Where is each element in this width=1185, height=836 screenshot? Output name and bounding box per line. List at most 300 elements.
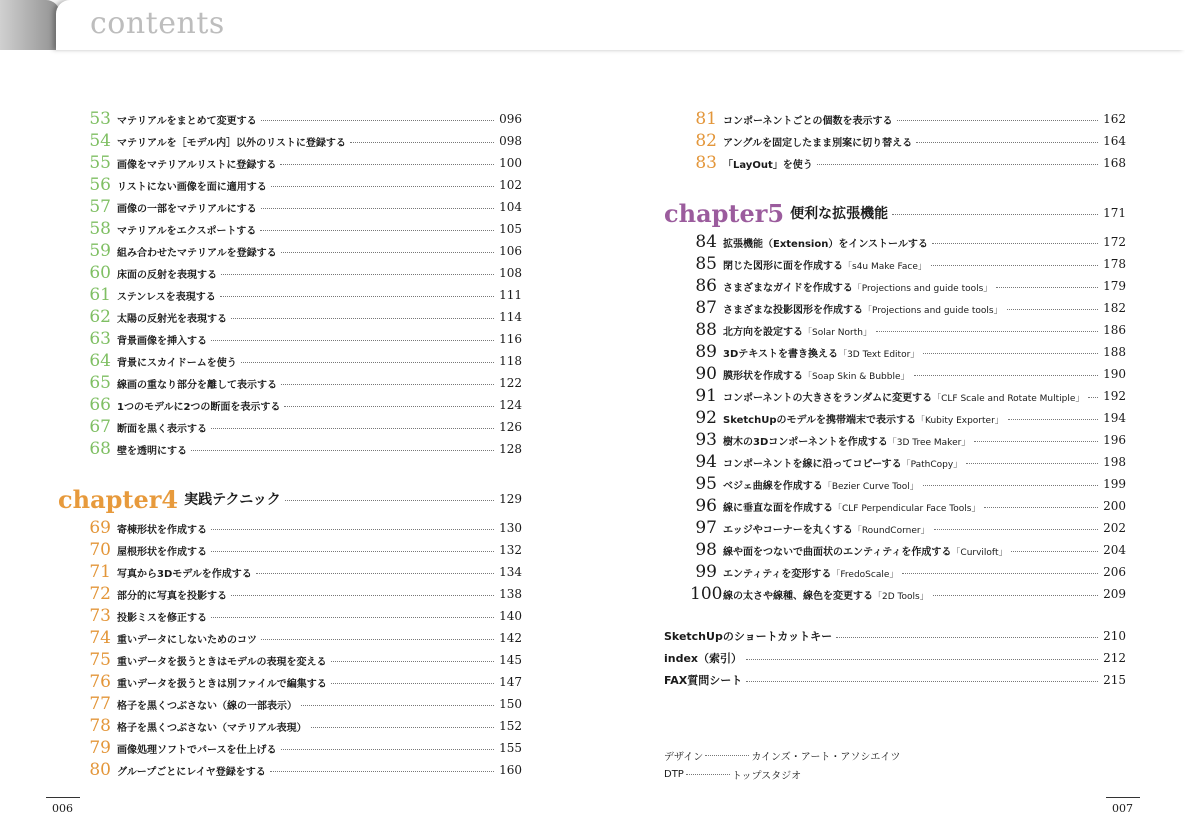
entry-plugin-name: 「3D Tree Maker」 <box>887 437 971 448</box>
toc-entry[interactable] <box>84 394 522 416</box>
entry-title <box>117 266 217 281</box>
entry-title-text: ステンレスを表現する <box>117 291 216 303</box>
entry-page-number: 105 <box>499 222 522 236</box>
leader-dots <box>350 142 494 143</box>
toc-entry[interactable] <box>690 130 1126 152</box>
entry-title-text: コンポーネントを線に沿ってコピーする <box>723 458 902 470</box>
toc-entry[interactable] <box>84 196 522 218</box>
entry-number: 79 <box>89 738 111 758</box>
entry-plugin-name: 「Projections and guide tools」 <box>852 283 993 294</box>
chapter4-title: 実践テクニック <box>184 492 281 508</box>
leader-dots <box>923 353 1098 354</box>
entry-number: 71 <box>89 562 111 582</box>
entry-number: 95 <box>695 474 717 494</box>
entry-title-text: 投影ミスを修正する <box>117 612 207 624</box>
entry-number: 65 <box>89 373 111 393</box>
entry-title <box>723 323 872 338</box>
entry-title <box>723 499 980 514</box>
entry-page-number: 155 <box>499 741 522 755</box>
entry-number: 98 <box>695 540 717 560</box>
appendix-title: SketchUpのショートカットキー <box>664 630 833 643</box>
entry-title <box>723 235 928 250</box>
entry-title-text: 3Dテキストを書き換える <box>723 348 839 360</box>
toc-entry[interactable] <box>690 108 1126 130</box>
entry-title <box>117 442 187 457</box>
entry-title <box>723 433 970 448</box>
toc-entry[interactable] <box>84 262 522 284</box>
entry-page-number: 194 <box>1103 411 1126 425</box>
leader-dots <box>285 500 494 501</box>
toc-entry[interactable] <box>84 152 522 174</box>
entry-title <box>723 389 1084 404</box>
entry-title-text: SketchUpのモデルを携帯端末で表示する <box>723 414 916 426</box>
leader-dots <box>746 659 1098 660</box>
page-rule-right <box>1106 797 1140 798</box>
entry-number: 78 <box>89 716 111 736</box>
appendix-page-number: 212 <box>1103 651 1126 665</box>
entry-number: 69 <box>89 518 111 538</box>
toc-entry[interactable] <box>690 385 1126 407</box>
entry-title-text: 画像をマテリアルリストに登録する <box>117 159 277 171</box>
header-tab-decoration <box>0 0 60 50</box>
leader-dots <box>331 683 494 684</box>
entry-plugin-name: 「RoundCorner」 <box>852 525 930 536</box>
entry-title-text: 断面を黒く表示する <box>117 423 207 435</box>
toc-entry[interactable] <box>84 561 522 583</box>
entry-number: 81 <box>695 109 717 129</box>
leader-dots <box>211 428 494 429</box>
leader-dots <box>1011 551 1098 552</box>
entry-number: 56 <box>89 175 111 195</box>
toc-entry[interactable] <box>84 737 522 759</box>
entry-plugin-name: 「3D Text Editor」 <box>838 349 920 360</box>
toc-entry[interactable] <box>690 473 1126 495</box>
leader-dots <box>261 120 494 121</box>
toc-entry[interactable] <box>690 319 1126 341</box>
leader-dots <box>331 661 495 662</box>
entry-title <box>117 244 277 259</box>
entry-page-number: 128 <box>499 442 522 456</box>
entry-page-number: 147 <box>499 675 522 689</box>
entry-title-text: 太陽の反射光を表現する <box>117 313 227 325</box>
entry-title-text: 屋根形状を作成する <box>117 546 207 558</box>
entry-title-text: 閉じた図形に面を作成する <box>723 260 843 272</box>
entry-plugin-name: 「2D Tools」 <box>873 591 929 602</box>
entry-title-text: 線の太さや線種、線色を変更する <box>723 590 873 602</box>
toc-entry[interactable] <box>84 693 522 715</box>
toc-entry[interactable] <box>84 759 522 781</box>
entry-page-number: 106 <box>499 244 522 258</box>
entry-title <box>117 200 257 215</box>
entry-title-text: エンティティを変形する <box>723 568 832 580</box>
entry-page-number: 196 <box>1103 433 1126 447</box>
entry-plugin-name: 「Kubity Exporter」 <box>915 415 1004 426</box>
entry-plugin-name: 「s4u Make Face」 <box>843 261 927 272</box>
appendix-entry[interactable] <box>664 669 1126 691</box>
entry-page-number: 098 <box>499 134 522 148</box>
entry-number: 74 <box>89 628 111 648</box>
leader-dots <box>211 340 494 341</box>
entry-page-number: 142 <box>499 631 522 645</box>
entry-title <box>117 354 237 369</box>
entry-page-number: 124 <box>499 398 522 412</box>
credit-name: トップスタジオ <box>731 770 802 782</box>
chapter5-title: 便利な拡張機能 <box>790 206 889 222</box>
entry-page-number: 160 <box>499 763 522 777</box>
entry-page-number: 172 <box>1103 235 1126 249</box>
credit-design <box>664 746 900 764</box>
entry-page-number: 204 <box>1103 543 1126 557</box>
leader-dots <box>220 296 494 297</box>
entry-title-text: マテリアルをまとめて変更する <box>117 115 257 127</box>
entry-number: 68 <box>89 439 111 459</box>
entry-number: 82 <box>695 131 717 151</box>
entry-plugin-name: 「Curviloft」 <box>951 547 1008 558</box>
appendix-page-number: 210 <box>1103 629 1126 643</box>
entry-page-number: 130 <box>499 521 522 535</box>
chapter4-heading[interactable] <box>58 484 522 514</box>
toc-entry[interactable] <box>84 627 522 649</box>
entry-title <box>117 565 252 580</box>
entry-title-text: 重いデータにしないためのコツ <box>117 634 257 646</box>
entry-plugin-name: 「Solar North」 <box>803 327 872 338</box>
leader-dots <box>211 551 494 552</box>
leader-dots <box>1007 309 1098 310</box>
credit-name: カインズ・アート・アソシエイツ <box>751 751 901 763</box>
entry-title <box>117 288 216 303</box>
entry-number: 88 <box>695 320 717 340</box>
entry-title <box>723 477 919 492</box>
leader-dots <box>934 529 1098 530</box>
entry-page-number: 114 <box>499 310 522 324</box>
entry-number: 86 <box>695 276 717 296</box>
toc-entry[interactable] <box>84 218 522 240</box>
toc-entry[interactable] <box>690 583 1126 605</box>
leader-dots <box>211 617 494 618</box>
leader-dots <box>301 705 494 706</box>
entry-title-text: 背景にスカイドームを使う <box>117 357 237 369</box>
entry-number: 72 <box>89 584 111 604</box>
entry-title <box>723 134 912 149</box>
entry-number: 70 <box>89 540 111 560</box>
chapter5-label: chapter5 <box>664 198 785 228</box>
entry-title <box>117 631 257 646</box>
entry-page-number: 134 <box>499 565 522 579</box>
entry-number: 87 <box>695 298 717 318</box>
chapter5-heading[interactable] <box>664 198 1126 228</box>
toc-entry[interactable] <box>690 561 1126 583</box>
leader-dots <box>284 406 494 407</box>
toc-entry[interactable] <box>84 715 522 737</box>
entry-page-number: 138 <box>499 587 522 601</box>
leader-dots <box>984 507 1098 508</box>
chapter4-label: chapter4 <box>58 484 179 514</box>
leader-dots <box>280 164 494 165</box>
entry-title-text: 北方向を設定する <box>723 326 803 338</box>
entry-title <box>723 587 929 602</box>
entry-title-text: さまざまなガイドを作成する <box>723 282 853 294</box>
leader-dots <box>260 230 494 231</box>
page-number-left: 006 <box>52 802 73 815</box>
entry-title-text: ベジェ曲線を作成する <box>723 480 823 492</box>
entry-title-text: コンポーネントの大きさをランダムに変更する <box>723 392 933 404</box>
entry-title-text: 重いデータを扱うときは別ファイルで編集する <box>117 678 327 690</box>
entry-title-text: 膜形状を作成する <box>723 370 803 382</box>
toc-entry[interactable] <box>690 407 1126 429</box>
appendix-entry[interactable] <box>664 647 1126 669</box>
toc-entry[interactable] <box>84 240 522 262</box>
entry-number: 75 <box>89 650 111 670</box>
entry-plugin-name: 「CLF Perpendicular Face Tools」 <box>833 503 981 514</box>
toc-entry[interactable] <box>84 605 522 627</box>
entry-title <box>117 587 227 602</box>
entry-title <box>723 112 893 127</box>
leader-dots <box>902 573 1098 574</box>
entry-page-number: 200 <box>1103 499 1126 513</box>
entry-page-number: 111 <box>499 288 522 302</box>
leader-dots <box>241 362 494 363</box>
entry-title <box>117 697 297 712</box>
entry-page-number: 178 <box>1103 257 1126 271</box>
entry-page-number: 152 <box>499 719 522 733</box>
leader-dots <box>271 186 494 187</box>
entry-number: 97 <box>695 518 717 538</box>
toc-entry[interactable] <box>84 517 522 539</box>
leader-dots <box>933 595 1098 596</box>
entry-number: 100 <box>690 584 723 604</box>
entry-title <box>117 112 257 127</box>
entry-title-text: グループごとにレイヤ登録をする <box>117 766 266 778</box>
toc-entry[interactable] <box>690 152 1126 174</box>
toc-entry[interactable] <box>84 372 522 394</box>
entry-page-number: 162 <box>1103 112 1126 126</box>
leader-dots <box>311 727 494 728</box>
entry-title-text: 格子を黒くつぶさない（線の一部表示） <box>117 700 297 712</box>
leader-dots <box>191 450 494 451</box>
entry-page-number: 168 <box>1103 156 1126 170</box>
entry-title-text: 1つのモデルに2つの断面を表示する <box>117 401 281 413</box>
entry-number: 85 <box>695 254 717 274</box>
toc-entry[interactable] <box>690 363 1126 385</box>
entry-plugin-name: 「CLF Scale and Rotate Multiple」 <box>932 393 1085 404</box>
toc-entry[interactable] <box>84 174 522 196</box>
entry-title <box>117 653 327 668</box>
entry-title-text: 部分的に写真を投影する <box>117 590 227 602</box>
toc-entry[interactable] <box>84 539 522 561</box>
entry-number: 77 <box>89 694 111 714</box>
entry-title <box>723 301 1003 316</box>
leader-dots <box>916 142 1098 143</box>
appendix-entry[interactable] <box>664 625 1126 647</box>
entry-number: 63 <box>89 329 111 349</box>
entry-page-number: 206 <box>1103 565 1126 579</box>
toc-entry[interactable] <box>690 451 1126 473</box>
entry-page-number: 186 <box>1103 323 1126 337</box>
entry-title-text: 背景画像を挿入する <box>117 335 207 347</box>
entry-title <box>723 257 927 272</box>
leader-dots <box>996 287 1098 288</box>
entry-title <box>723 543 1007 558</box>
toc-entry[interactable] <box>84 416 522 438</box>
entry-plugin-name: 「PathCopy」 <box>901 459 963 470</box>
entry-title-text: 線画の重なり部分を離して表示する <box>117 379 277 391</box>
toc-entry[interactable] <box>690 275 1126 297</box>
leader-dots <box>892 214 1098 215</box>
leader-dots <box>746 681 1098 682</box>
entry-title-text: 「LayOut」を使う <box>723 159 813 171</box>
entry-title <box>117 156 276 171</box>
toc-entry[interactable] <box>84 306 522 328</box>
toc-entry[interactable] <box>84 649 522 671</box>
leader-dots <box>817 164 1098 165</box>
appendix-title: FAX質問シート <box>664 674 743 687</box>
leader-dots <box>231 595 494 596</box>
entry-title <box>117 763 266 778</box>
entry-page-number: 199 <box>1103 477 1126 491</box>
leader-dots <box>281 384 494 385</box>
entry-title <box>723 411 1004 426</box>
toc-entry[interactable] <box>84 671 522 693</box>
toc-entry[interactable] <box>690 297 1126 319</box>
toc-entry[interactable] <box>84 583 522 605</box>
entry-title <box>117 332 207 347</box>
leader-dots <box>281 252 494 253</box>
leader-dots <box>876 331 1098 332</box>
entry-page-number: 118 <box>499 354 522 368</box>
entry-number: 92 <box>695 408 717 428</box>
entry-title-text: リストにない画像を面に適用する <box>117 181 267 193</box>
entry-title <box>723 455 962 470</box>
entry-page-number: 096 <box>499 112 522 126</box>
entry-title-text: 画像の一部をマテリアルにする <box>117 203 257 215</box>
entry-title <box>723 367 910 382</box>
toc-entry[interactable] <box>690 231 1126 253</box>
entry-number: 54 <box>89 131 111 151</box>
entry-title <box>117 719 307 734</box>
toc-entry[interactable] <box>690 429 1126 451</box>
leader-dots <box>211 529 494 530</box>
toc-entry[interactable] <box>690 341 1126 363</box>
entry-title <box>117 675 327 690</box>
credit-dtp <box>664 765 801 783</box>
entry-number: 67 <box>89 417 111 437</box>
appendix-page-number: 215 <box>1103 673 1126 687</box>
leader-dots <box>897 120 1099 121</box>
entry-number: 61 <box>89 285 111 305</box>
entry-title <box>117 134 346 149</box>
entry-number: 59 <box>89 241 111 261</box>
entry-title-text: 床面の反射を表現する <box>117 269 217 281</box>
chapter5-page: 171 <box>1103 206 1126 220</box>
entry-page-number: 209 <box>1103 587 1126 601</box>
entry-title <box>723 565 898 580</box>
entry-page-number: 126 <box>499 420 522 434</box>
page-number-right: 007 <box>1112 802 1133 815</box>
entry-title-text: 線に垂直な面を作成する <box>723 502 833 514</box>
entry-page-number: 198 <box>1103 455 1126 469</box>
entry-page-number: 190 <box>1103 367 1126 381</box>
entry-title <box>117 376 277 391</box>
header-panel <box>56 0 1185 50</box>
entry-number: 53 <box>89 109 111 129</box>
entry-title-text: 写真から3Dモデルを作成する <box>117 568 252 580</box>
leader-dots <box>281 749 495 750</box>
leader-dots <box>256 573 494 574</box>
entry-number: 76 <box>89 672 111 692</box>
entry-title-text: マテリアルを［モデル内］以外のリストに登録する <box>117 137 346 149</box>
leader-dots <box>966 463 1098 464</box>
toc-entry[interactable] <box>84 350 522 372</box>
toc-entry[interactable] <box>84 130 522 152</box>
entry-page-number: 116 <box>499 332 522 346</box>
entry-page-number: 100 <box>499 156 522 170</box>
entry-title-text: コンポーネントごとの個数を表示する <box>723 115 893 127</box>
entry-title-text: 壁を透明にする <box>117 445 187 457</box>
toc-entry[interactable] <box>84 328 522 350</box>
entry-page-number: 182 <box>1103 301 1126 315</box>
entry-title <box>723 156 813 171</box>
entry-title <box>117 741 277 756</box>
entry-title-text: エッジやコーナーを丸くする <box>723 524 853 536</box>
leader-dots <box>705 755 749 756</box>
chapter4-page: 129 <box>499 492 522 506</box>
entry-number: 91 <box>695 386 717 406</box>
entry-number: 96 <box>695 496 717 516</box>
entry-page-number: 132 <box>499 543 522 557</box>
entry-title <box>117 398 280 413</box>
appendix-title: index（索引） <box>664 652 743 665</box>
toc-entry[interactable] <box>690 495 1126 517</box>
leader-dots <box>974 441 1098 442</box>
entry-number: 60 <box>89 263 111 283</box>
entry-plugin-name: 「Soap Skin & Bubble」 <box>803 371 910 382</box>
entry-title-text: マテリアルをエクスポートする <box>117 225 257 237</box>
credit-role: DTP <box>664 768 684 780</box>
entry-page-number: 150 <box>499 697 522 711</box>
credit-role: デザイン <box>664 751 704 763</box>
entry-title-text: さまざまな投影図形を作成する <box>723 304 863 316</box>
entry-title <box>117 178 267 193</box>
entry-page-number: 122 <box>499 376 522 390</box>
entry-title-text: 樹木の3Dコンポーネントを作成する <box>723 436 888 448</box>
entry-number: 55 <box>89 153 111 173</box>
toc-entry[interactable] <box>690 517 1126 539</box>
toc-entry[interactable] <box>690 253 1126 275</box>
entry-title <box>723 279 992 294</box>
toc-entry[interactable] <box>84 284 522 306</box>
toc-entry[interactable] <box>84 108 522 130</box>
entry-number: 99 <box>695 562 717 582</box>
entry-number: 57 <box>89 197 111 217</box>
entry-title-text: 重いデータを扱うときはモデルの表現を変える <box>117 656 327 668</box>
entry-number: 62 <box>89 307 111 327</box>
entry-page-number: 179 <box>1103 279 1126 293</box>
entry-title <box>117 543 207 558</box>
entry-page-number: 202 <box>1103 521 1126 535</box>
entry-plugin-name: 「Bezier Curve Tool」 <box>822 481 919 492</box>
leader-dots <box>914 375 1098 376</box>
leader-dots <box>261 208 494 209</box>
page-title: contents <box>90 6 225 41</box>
toc-entry[interactable] <box>84 438 522 460</box>
entry-title <box>117 420 207 435</box>
entry-title <box>723 345 919 360</box>
toc-entry[interactable] <box>690 539 1126 561</box>
entry-title <box>117 222 256 237</box>
leader-dots <box>261 639 494 640</box>
leader-dots <box>923 485 1098 486</box>
entry-number: 83 <box>695 153 717 173</box>
